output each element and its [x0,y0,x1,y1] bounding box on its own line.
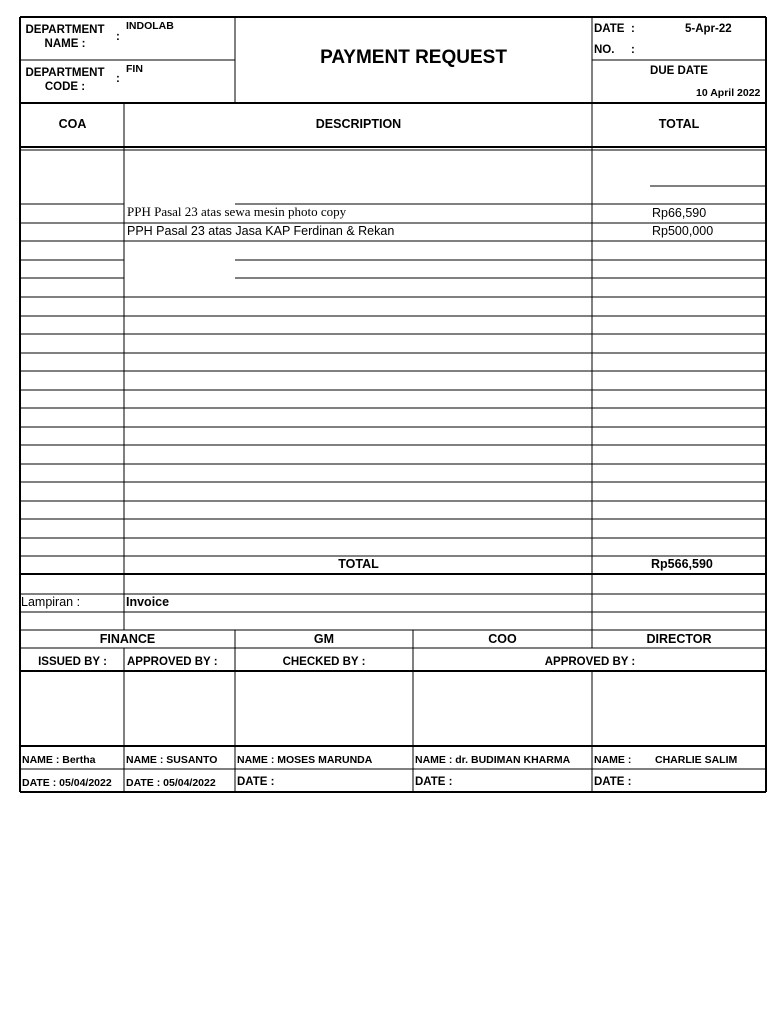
sign-date: DATE : 05/04/2022 [126,777,216,789]
signer-name-label: NAME : [594,754,632,766]
dept-code-value: FIN [126,63,143,75]
total-label: TOTAL [338,557,379,571]
dept-name-value: INDOLAB [126,20,174,32]
item-amount: Rp66,590 [652,206,707,220]
attachment-label: Lampiran : [21,595,81,609]
signer-name: NAME : Bertha [22,754,96,766]
due-date-value: 10 April 2022 [696,87,761,99]
sign-date: DATE : [594,776,632,788]
sign-date: DATE : [237,776,275,788]
group-coo: COO [488,632,517,646]
sign-date: DATE : [415,776,453,788]
group-finance: FINANCE [99,632,156,646]
col-header-total: TOTAL [658,117,700,131]
dept-code-colon: : [116,73,120,85]
date-value: 5-Apr-22 [685,23,732,35]
no-colon: : [631,44,635,56]
role-issued-by: ISSUED BY : [38,656,107,668]
item-description: PPH Pasal 23 atas Jasa KAP Ferdinan & Rekan [127,224,395,238]
role-approved-by-finance: APPROVED BY : [127,656,218,668]
col-header-description: DESCRIPTION [315,117,402,131]
dept-name-colon: : [116,31,120,43]
due-date-label: DUE DATE [650,65,708,77]
signer-name: NAME : SUSANTO [126,754,218,766]
role-checked-by: CHECKED BY : [282,656,366,668]
page-title: PAYMENT REQUEST [320,47,507,68]
dept-name-label: DEPARTMENT NAME : [25,24,105,50]
attachment-value: Invoice [126,595,170,609]
date-label: DATE [594,23,625,35]
sign-date: DATE : 05/04/2022 [22,777,112,789]
director-name: CHARLIE SALIM [655,754,738,766]
dept-code-label: DEPARTMENT CODE : [25,67,105,93]
item-amount: Rp500,000 [652,224,714,238]
date-colon: : [631,23,635,35]
no-label: NO. [594,44,615,56]
group-director: DIRECTOR [646,632,712,646]
col-header-coa: COA [58,117,87,131]
signer-name: NAME : MOSES MARUNDA [237,754,373,766]
role-approved-by: APPROVED BY : [544,656,636,668]
group-gm: GM [313,632,335,646]
item-description: PPH Pasal 23 atas sewa mesin photo copy [127,204,347,219]
signer-name: NAME : dr. BUDIMAN KHARMA [415,754,571,766]
total-value: Rp566,590 [651,557,713,571]
